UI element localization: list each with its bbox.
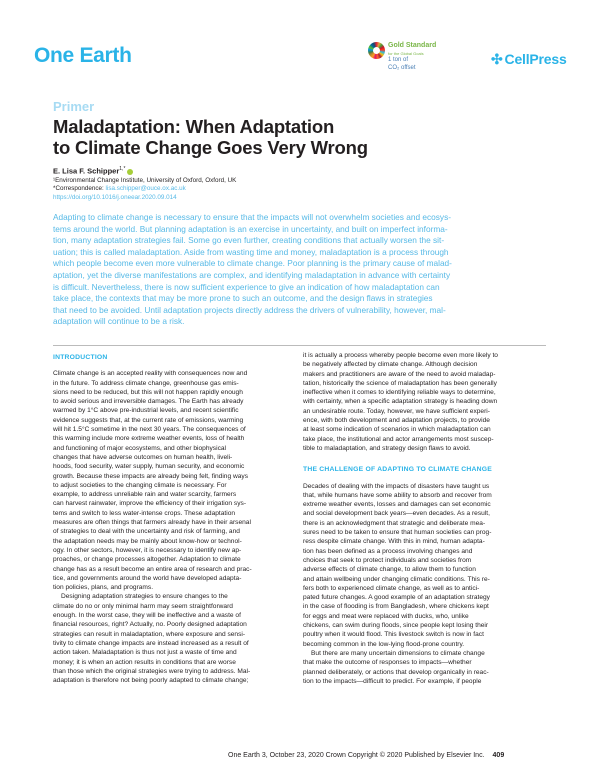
page-footer bbox=[228, 752, 504, 759]
abstract-line: uation; this is called maladaptation. Aside from wasting time and money, maladaptation is a process through bbox=[53, 246, 449, 257]
text-line: example, to address unreliable rain and water scarcity, farmers bbox=[53, 491, 237, 499]
text-line: change has as a result become an entire area of research and prac- bbox=[53, 565, 252, 573]
text-line: sions need to be reduced, but this will not happen rapidly enough bbox=[53, 388, 243, 396]
gold-standard-subtitle: for the Global Goals bbox=[388, 51, 424, 56]
paragraph bbox=[303, 649, 538, 686]
paragraph bbox=[303, 351, 538, 453]
text-line: changes that have adverse outcomes on human health, liveli- bbox=[53, 453, 233, 461]
author-line bbox=[53, 166, 133, 176]
text-line: But there are many uncertain dimensions to climate change bbox=[311, 649, 485, 657]
text-line: tivity to climate change impacts are instead increased as a result of bbox=[53, 639, 249, 647]
text-line: adverse effects of climate change, to allow them to function bbox=[303, 566, 476, 574]
text-line: an undesirable route. Today, however, we have sufficient experi- bbox=[303, 407, 490, 415]
paragraph bbox=[53, 369, 288, 592]
abstract-line: that need to be avoided. Until adaptation projects directly address the drivers of vulnerability, however, mal- bbox=[53, 304, 446, 315]
abstract-line: tems around the world. But planning adaptation is an exercise in uncertainty, and built on imperfect informa- bbox=[53, 223, 448, 234]
text-line: financial resources, right? Actually, no. Poorly designed adaptation bbox=[53, 621, 247, 629]
doi-link[interactable]: https://doi.org/10.1016/j.oneear.2020.09.014 bbox=[53, 194, 177, 201]
author-name: E. Lisa F. Schipper bbox=[53, 166, 120, 176]
article-type: Primer bbox=[53, 99, 95, 114]
text-line: hoods, food security, water supply, human security, and economic bbox=[53, 463, 245, 471]
left-column bbox=[53, 351, 288, 685]
text-line: tion policies, plans, and programs. bbox=[53, 584, 154, 592]
paragraph bbox=[53, 592, 288, 685]
text-line: action taken. Maladaptation is thus not just a waste of time and bbox=[53, 649, 237, 657]
footer-citation: One Earth 3, October 23, 2020 Crown Copyright © 2020 Published by Elsevier Inc. bbox=[228, 752, 485, 759]
text-line: Decades of dealing with the impacts of disasters have taught us bbox=[303, 482, 490, 490]
paragraph bbox=[303, 482, 538, 649]
title-line: to Climate Change Goes Very Wrong bbox=[53, 137, 368, 158]
text-line: to avoid serious and irreversible damages. The Earth has already bbox=[53, 398, 244, 406]
section-divider bbox=[53, 345, 546, 346]
right-column bbox=[303, 351, 538, 686]
text-line: tice, and governments around the world have developed adapta- bbox=[53, 574, 242, 582]
orcid-icon[interactable] bbox=[127, 169, 133, 175]
publisher-name: CellPress bbox=[504, 51, 567, 67]
text-line: ineffective when it comes to identifying reliable ways to determine, bbox=[303, 389, 496, 397]
text-line: tible to maladaptation, and strategy design flaws to avoid. bbox=[303, 444, 471, 452]
correspondence bbox=[53, 185, 186, 192]
gold-standard-badge bbox=[368, 40, 464, 80]
text-line: Designing adaptation strategies to ensure changes to the bbox=[61, 593, 228, 601]
text-line: evidence suggests that, at the current rate of emissions, warming bbox=[53, 416, 244, 424]
text-line: that, while humans have some ability to absorb and recover from bbox=[303, 491, 492, 499]
text-line: the adaptation needs may be mainly about know-how or technol- bbox=[53, 537, 242, 545]
text-line: money; it is when an action results in conditions that are worse bbox=[53, 658, 236, 666]
text-line: measures are often things that farmers already have in their arsenal bbox=[53, 519, 251, 527]
text-line: for eggs and meat were replaced with ducks, who, unlike bbox=[303, 612, 469, 620]
text-line: chickens, can swim during floods, since people kept losing their bbox=[303, 622, 489, 630]
text-line: that make the outcome of responses to impacts—whether bbox=[303, 659, 472, 667]
text-line: than those which the original strategies were trying to address. Mal- bbox=[53, 667, 251, 675]
sdg-wheel-icon bbox=[368, 42, 385, 59]
text-line: adaptation is therefore not being poorly adapted to climate change; bbox=[53, 677, 249, 685]
text-line: strategies can result in maladaptation, where exposure and sensi- bbox=[53, 630, 246, 638]
text-line: tion to the impacts—difficult to predict. For example, if people bbox=[303, 677, 482, 685]
text-line: of strategies to deal with the uncertainty and risk of farming, and bbox=[53, 528, 240, 536]
text-line: there is an acknowledgment that strategic and deliberate mea- bbox=[303, 519, 486, 527]
text-line: proaches, or change processes altogether. Adaptation to climate bbox=[53, 556, 241, 564]
text-line: in the future. To address climate change, greenhouse gas emis- bbox=[53, 379, 239, 387]
section-heading-introduction: INTRODUCTION bbox=[53, 354, 108, 361]
text-line: take place, the institutional and actor arrangements most suscep- bbox=[303, 435, 494, 443]
text-line: will hit 1.5°C sometime in the next 30 years. The consequences of bbox=[53, 426, 246, 434]
text-line: and functioning of major ecosystems, and other biophysical bbox=[53, 444, 226, 452]
text-line: pated future changes. A good example of an adaptation strategy bbox=[303, 594, 490, 602]
abstract-line: tion, many adaptation strategies fail. Some go even further, creating conditions that actually worsen the sit- bbox=[53, 235, 445, 246]
abstract-line: adaptation will continue to be a risk. bbox=[53, 316, 185, 327]
correspondence-email-link[interactable]: lisa.schipper@ouce.ox.ac.uk bbox=[105, 185, 186, 192]
abstract-line: is difficult. Nevertheless, there is now sufficient experience to give an indication of how maladaptation can bbox=[53, 281, 440, 292]
text-line: extreme weather events, losses and damages can set economic bbox=[303, 501, 491, 509]
text-line: tation, historically the science of maladaptation has been generally bbox=[303, 379, 497, 387]
abstract-line: aptation, yet the diverse manifestations are complex, and identifying maladaptation in advance with certainty bbox=[53, 269, 451, 280]
text-line: ence, with both development and adaptation projects, to provide bbox=[303, 417, 490, 425]
correspondence-label: *Correspondence: bbox=[53, 185, 106, 192]
text-line: tion has been defined as a process involving changes and bbox=[303, 547, 473, 555]
section-heading-challenge: THE CHALLENGE OF ADAPTING TO CLIMATE CHANGE bbox=[303, 466, 492, 474]
text-line: ress despite climate change. With this in mind, human adapta- bbox=[303, 538, 485, 546]
text-line: poultry when it would flood. This livestock switch is now in fact bbox=[303, 631, 484, 639]
text-line: can harvest rainwater, improve the efficiency of their irrigation sys- bbox=[53, 500, 247, 508]
offset-line-1: 1 ton of bbox=[388, 57, 409, 63]
text-line: growth. Because these impacts are already being felt, finding ways bbox=[53, 472, 248, 480]
journal-title: One Earth bbox=[34, 44, 132, 67]
offset-line-2: CO₂ offset bbox=[388, 65, 416, 71]
text-line: choices that seek to protect individuals and societies from bbox=[303, 556, 472, 564]
text-line: planned deliberately, or actions that develop organically in reac- bbox=[303, 668, 489, 676]
gold-standard-title: Gold Standard bbox=[388, 42, 437, 49]
abstract-line: which people become even more vulnerable to climate change. Poor planning is the primary cause of malad- bbox=[53, 258, 452, 269]
text-line: warmed by 1°C above pre-industrial levels, and recent scientific bbox=[53, 407, 239, 415]
abstract bbox=[53, 212, 546, 328]
text-line: to adjust societies to the changing climate is necessary. For bbox=[53, 481, 227, 489]
text-line: with certainty, when a specific adaptation strategy is heading down bbox=[303, 398, 498, 406]
article-title bbox=[53, 116, 368, 158]
cellpress-icon: ✣ bbox=[491, 51, 503, 67]
text-line: in the case of flooding is from Bangladesh, where chickens kept bbox=[303, 603, 489, 611]
page-number: 409 bbox=[492, 752, 505, 759]
text-line: climate do no or only minimal harm may seem straightforward bbox=[53, 602, 233, 610]
text-line: be negatively affected by climate change. Although decision bbox=[303, 361, 478, 369]
text-line: enough. In the worst case, they will be ineffective and a waste of bbox=[53, 612, 241, 620]
abstract-line: take place, the contexts that may be more prone to such an outcome, and the design flaws in strategies bbox=[53, 293, 433, 304]
text-line: becoming common in the low-lying flood-prone country. bbox=[303, 640, 465, 648]
text-line: it is actually a process whereby people become even more likely to bbox=[303, 352, 498, 359]
abstract-line: Adapting to climate change is necessary to ensure that the impacts will not overwhelm societies and ecosys- bbox=[53, 212, 451, 222]
text-line: tems and switch to less water-intense crops. These adaptation bbox=[53, 509, 236, 517]
text-line: ogy. In other sectors, however, it is necessary to identify new ap- bbox=[53, 546, 242, 554]
text-line: makers and practitioners are aware of the need to avoid maladap- bbox=[303, 370, 496, 378]
text-line: and social development back years—even decades. As a result, bbox=[303, 510, 490, 518]
text-line: fers both to experienced climate change, as well as to antici- bbox=[303, 584, 480, 592]
publisher-logo bbox=[491, 51, 567, 68]
text-line: at least some indication of scenarios in which maladaptation can bbox=[303, 426, 491, 434]
affiliation: ¹Environmental Change Institute, University of Oxford, Oxford, UK bbox=[53, 177, 237, 184]
author-marks: 1,* bbox=[119, 166, 126, 172]
text-line: this warming include more extreme weather events, loss of health bbox=[53, 435, 245, 443]
text-line: and attain wellbeing under changing climatic conditions. This re- bbox=[303, 575, 490, 583]
text-line: sures need to be taken to ensure that human societies can prog- bbox=[303, 529, 492, 537]
text-line: Climate change is an accepted reality with consequences now and bbox=[53, 370, 248, 378]
title-line: Maladaptation: When Adaptation bbox=[53, 116, 335, 137]
